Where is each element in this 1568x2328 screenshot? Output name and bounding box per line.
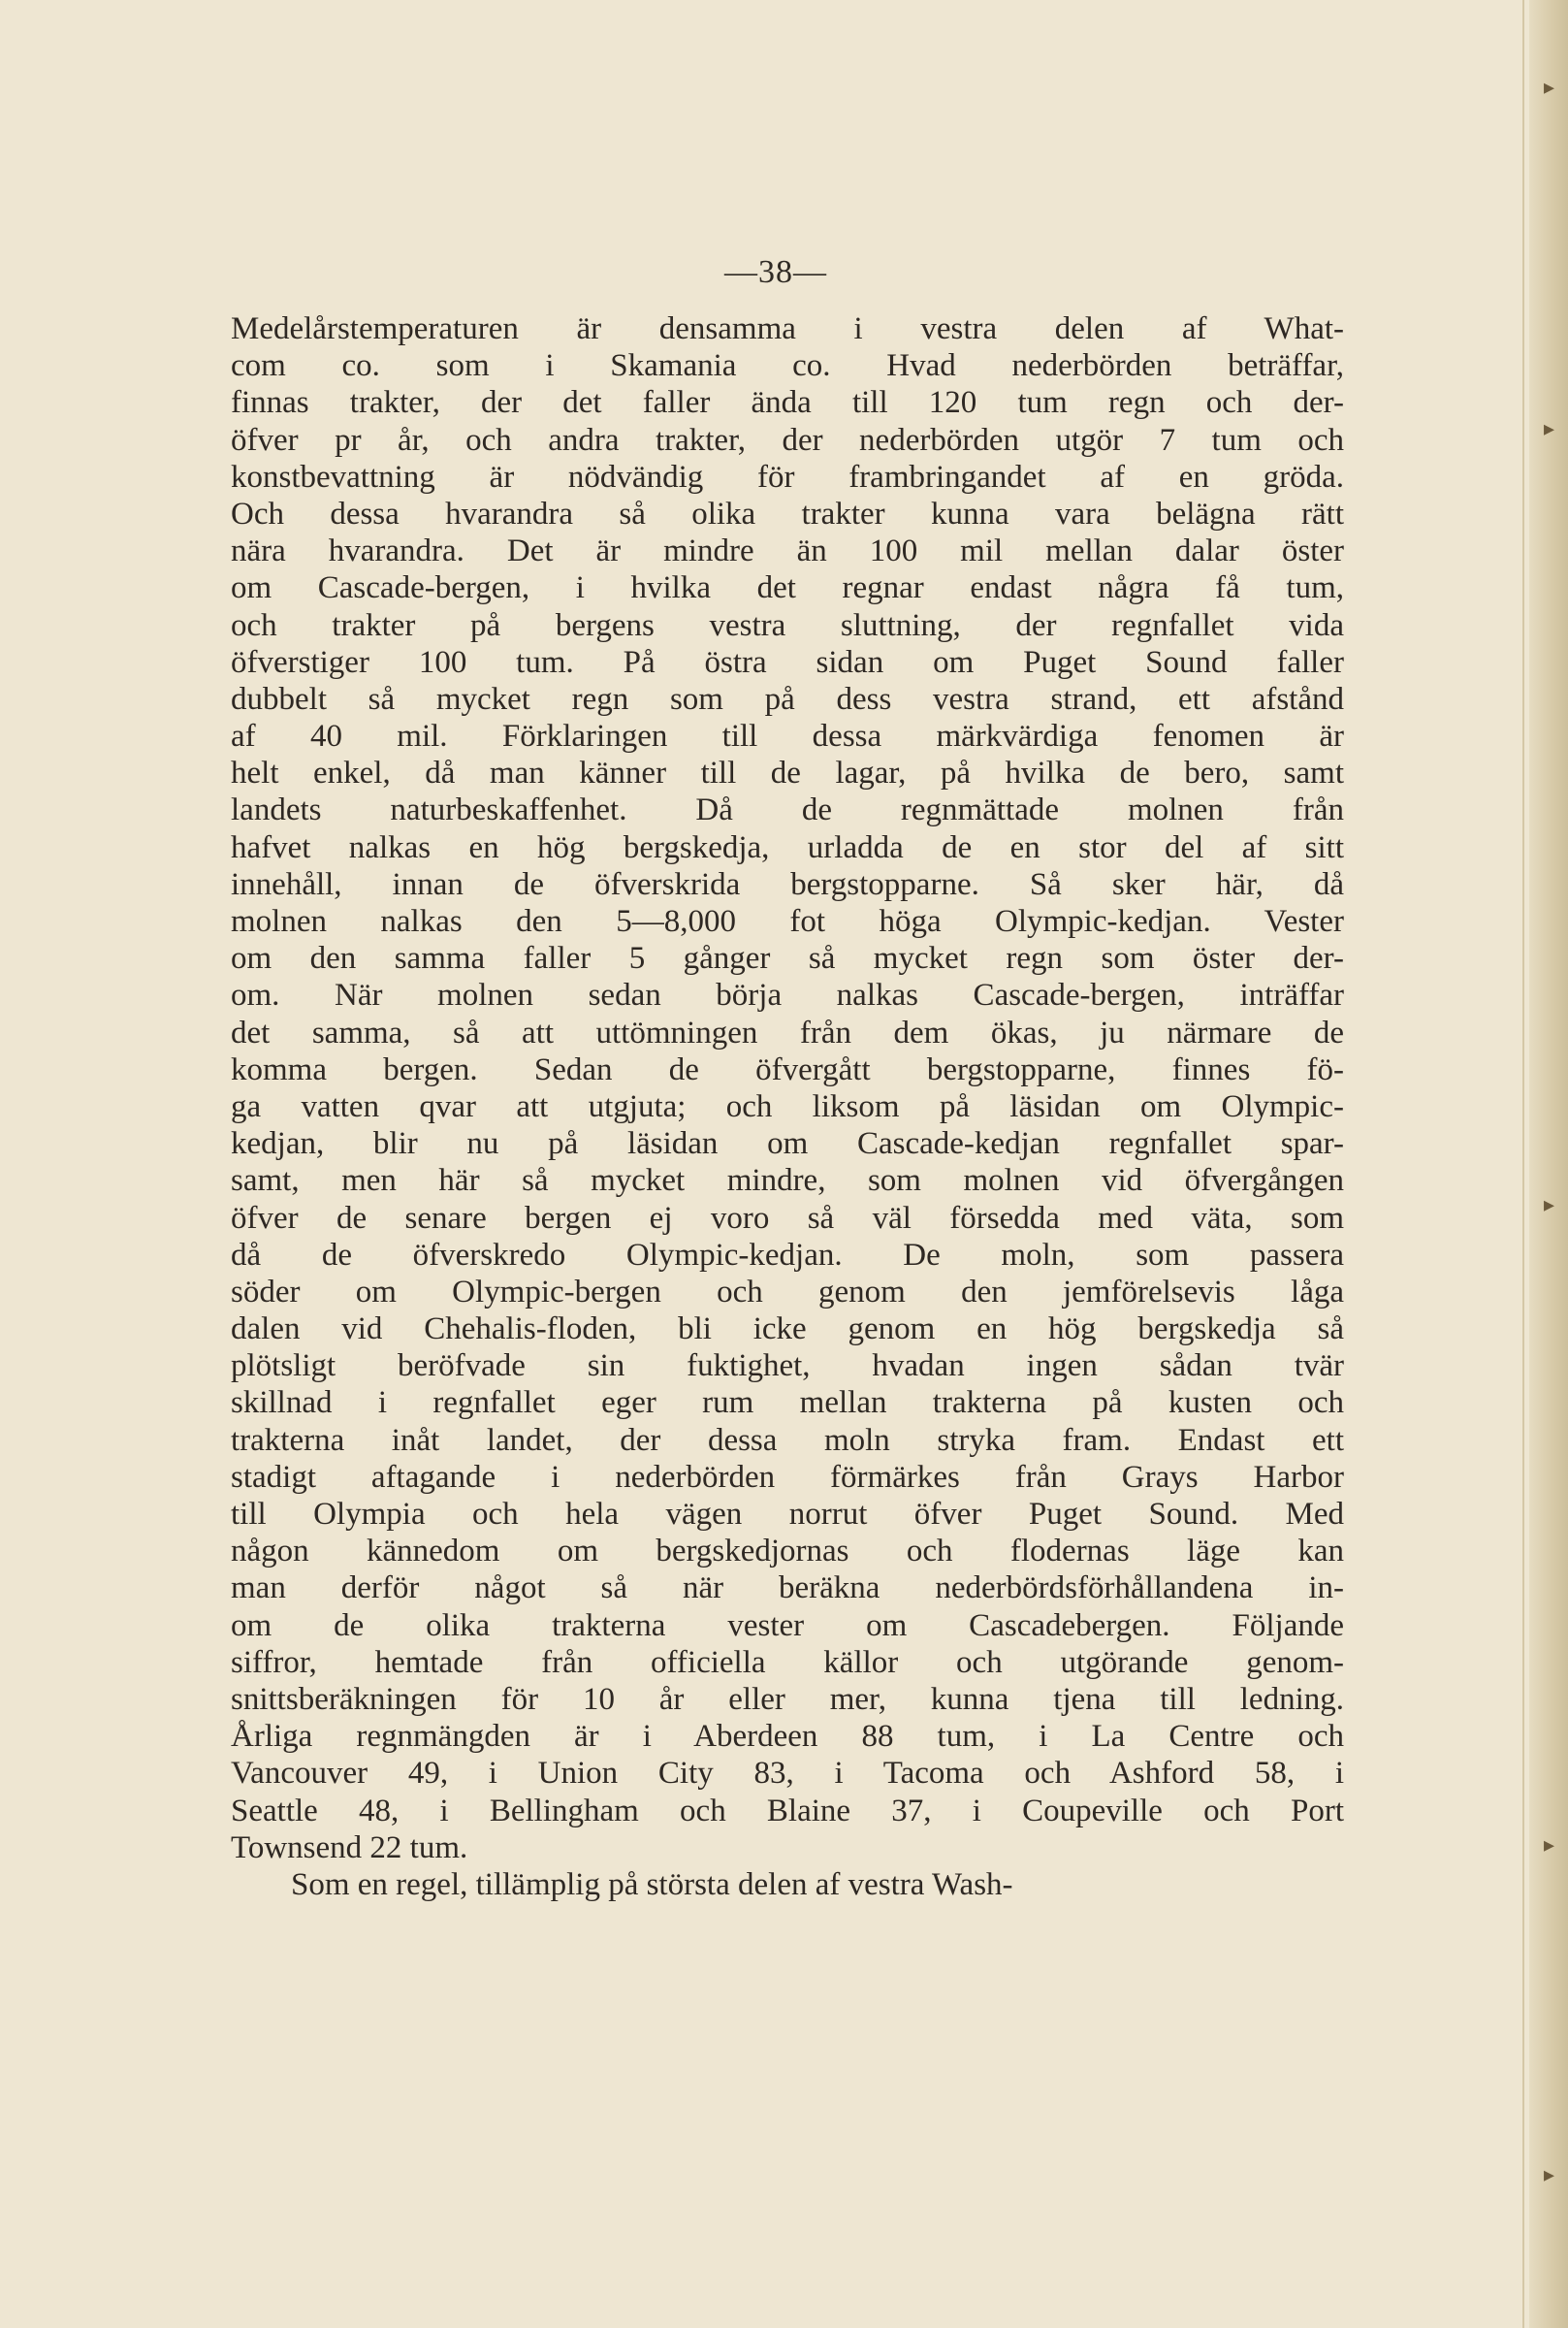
text-line: någon kännedom om bergskedjornas och flodernas läge kan	[231, 1534, 1344, 1569]
text-line: öfver pr år, och andra trakter, der nederbörden utgör 7 tum och	[231, 422, 1344, 458]
text-line: konstbevattning är nödvändig för frambringandet af en gröda.	[231, 459, 1344, 495]
text-line: innehåll, innan de öfverskrida bergstopparne. Så sker här, då	[231, 866, 1344, 902]
text-line: Som en regel, tillämplig på största delen af vestra Wash-	[291, 1866, 1013, 1902]
text-line: hafvet nalkas en hög bergskedja, urladda de en stor del af sitt	[231, 829, 1344, 865]
text-line: skillnad i regnfallet eger rum mellan trakterna på kusten och	[231, 1385, 1344, 1421]
text-line: och trakter på bergens vestra sluttning, der regnfallet vida	[231, 607, 1344, 643]
text-line: om de olika trakterna vester om Cascadebergen. Följande	[231, 1607, 1344, 1643]
text-line: Seattle 48, i Bellingham och Blaine 37, i Coupeville och Port	[231, 1793, 1344, 1828]
text-line: plötsligt beröfvade sin fuktighet, hvadan ingen sådan tvär	[231, 1348, 1344, 1384]
text-line: finnas trakter, der det faller ända till 120 tum regn och der-	[231, 385, 1344, 421]
text-line: landets naturbeskaffenhet. Då de regnmättade molnen från	[231, 792, 1344, 828]
text-line: om. När molnen sedan börja nalkas Cascade-bergen, inträffar	[231, 978, 1344, 1014]
text-line: Årliga regnmängden är i Aberdeen 88 tum, i La Centre och	[231, 1719, 1344, 1755]
text-line: då de öfverskredo Olympic-kedjan. De moln, som passera	[231, 1237, 1344, 1273]
text-line: dalen vid Chehalis-floden, bli icke genom en hög bergskedja så	[231, 1311, 1344, 1347]
text-line: helt enkel, då man känner till de lagar, på hvilka de bero, samt	[231, 756, 1344, 792]
text-line: samt, men här så mycket mindre, som molnen vid öfvergången	[231, 1163, 1344, 1199]
body-text	[231, 310, 1344, 1903]
text-line: Townsend 22 tum.	[231, 1829, 468, 1865]
edge-mark: ▸	[1544, 417, 1555, 441]
text-line: dubbelt så mycket regn som på dess vestra strand, ett afstånd	[231, 681, 1344, 717]
text-line: till Olympia och hela vägen norrut öfver Puget Sound. Med	[231, 1497, 1344, 1532]
text-line: om Cascade-bergen, i hvilka det regnar endast några få tum,	[231, 570, 1344, 606]
text-line: nära hvarandra. Det är mindre än 100 mil mellan dalar öster	[231, 534, 1344, 569]
text-line: söder om Olympic-bergen och genom den jemförelsevis låga	[231, 1274, 1344, 1310]
text-line: öfver de senare bergen ej voro så väl försedda med väta, som	[231, 1200, 1344, 1236]
text-line: stadigt aftagande i nederbörden förmärkes från Grays Harbor	[231, 1459, 1344, 1495]
text-line: man derför något så när beräkna nederbördsförhållandena in-	[231, 1570, 1344, 1606]
text-line: com co. som i Skamania co. Hvad nederbörden beträffar,	[231, 348, 1344, 384]
text-line: kedjan, blir nu på läsidan om Cascade-kedjan regnfallet spar-	[231, 1126, 1344, 1162]
text-line: Och dessa hvarandra så olika trakter kunna vara belägna rätt	[231, 496, 1344, 532]
edge-mark: ▸	[1544, 1833, 1555, 1858]
text-line: trakterna inåt landet, der dessa moln stryka fram. Endast ett	[231, 1422, 1344, 1458]
text-line: Medelårstemperaturen är densamma i vestra delen af What-	[231, 311, 1344, 346]
page-fold	[1522, 0, 1524, 2328]
text-line: om den samma faller 5 gånger så mycket regn som öster der-	[231, 941, 1344, 977]
text-line: öfverstiger 100 tum. På östra sidan om Puget Sound faller	[231, 644, 1344, 680]
page-number: —38—	[724, 254, 827, 290]
text-line: siffror, hemtade från officiella källor och utgörande genom-	[231, 1644, 1344, 1680]
text-line: ga vatten qvar att utgjuta; och liksom på läsidan om Olympic-	[231, 1088, 1344, 1124]
page-edge-shadow	[1529, 0, 1568, 2328]
text-line: af 40 mil. Förklaringen till dessa märkvärdiga fenomen är	[231, 719, 1344, 755]
text-line: det samma, så att uttömningen från dem ökas, ju närmare de	[231, 1015, 1344, 1051]
edge-mark: ▸	[1544, 2163, 1555, 2187]
text-line: snittsberäkningen för 10 år eller mer, kunna tjena till ledning.	[231, 1681, 1344, 1717]
text-line: komma bergen. Sedan de öfvergått bergstopparne, finnes fö-	[231, 1051, 1344, 1087]
edge-mark: ▸	[1544, 76, 1555, 100]
edge-mark: ▸	[1544, 1193, 1555, 1217]
text-line: molnen nalkas den 5—8,000 fot höga Olympic-kedjan. Vester	[231, 904, 1344, 939]
text-line: Vancouver 49, i Union City 83, i Tacoma och Ashford 58, i	[231, 1756, 1344, 1792]
